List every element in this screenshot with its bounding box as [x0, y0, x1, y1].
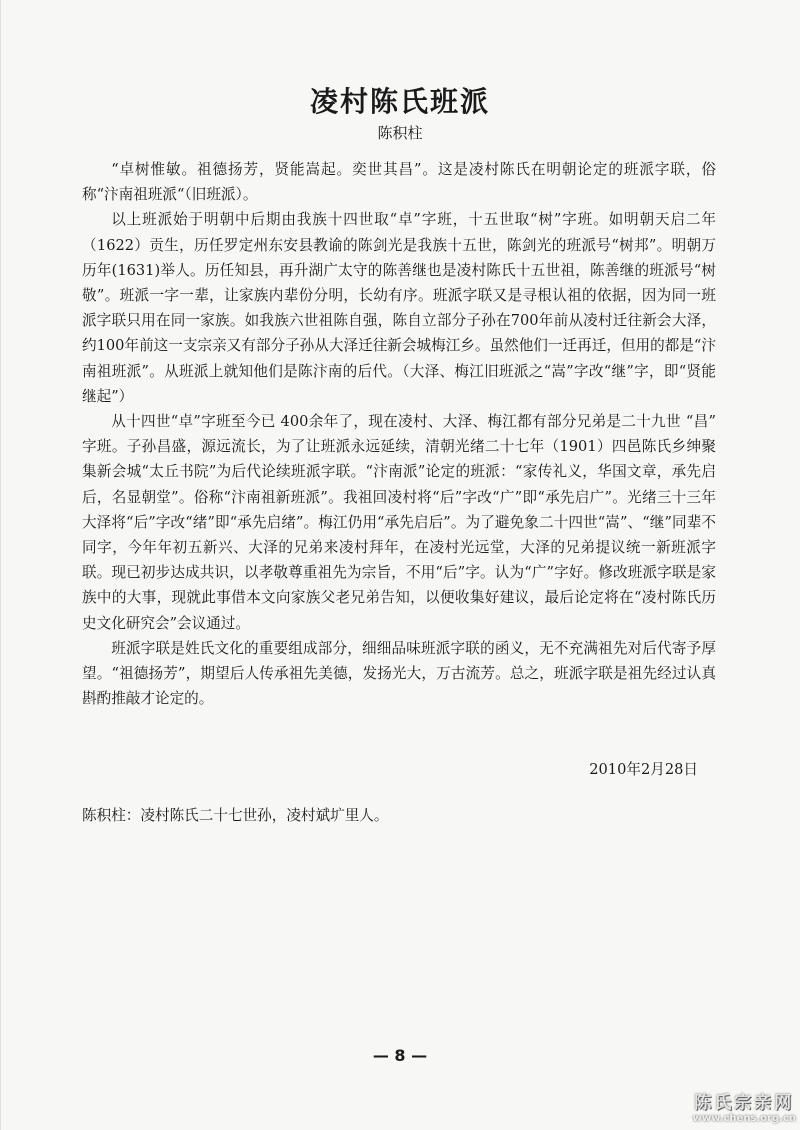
article-body: [82, 157, 716, 711]
watermark-url: www.chens.org.cn: [692, 1113, 796, 1124]
paragraph: 以上班派始于明朝中后期由我族十四世取“卓”字班，十五世取“树”字班。如明朝天启二年（1622）贡生，历任罗定州东安县教谕的陈剑光是我族十五世，陈剑光的班派号“树邦”。明朝万历年(1631)举人。历任知县，再升湖广太守的陈善继也是凌村陈氏十五世祖，陈善继的班派号“树敬”。班派一字一辈，让家族内辈份分明，长幼有序。班派字联又是寻根认祖的依据，因为同一班派字联只用在同一家族。如我族六世祖陈自强，陈自立部分子孙在700年前从凌村迁往新会大泽，约100年前这一支宗亲又有部分子孙从大泽迁往新会城梅江乡。虽然他们一迁再迁，但用的都是“汴南祖班派”。从班派上就知他们是陈汴南的后代。（大泽、梅江旧班派之“嵩”字改“继”字，即“贤能继起”）: [82, 211, 716, 405]
watermark-site-name: 陈氏宗亲网: [694, 1093, 795, 1113]
paragraph: 从十四世“卓”字班至今已 400余年了，现在凌村、大泽、梅江都有部分兄弟是二十九世 “昌” 字班。子孙昌盛，源远流长，为了让班派永远延续，清朝光绪二十七年（1901）四邑陈氏乡绅聚集新会城“太丘书院”为后代论续班派字联。“汴南派”论定的班派：“家传礼义，华国文章，承先启后，名显朝堂”。俗称“汴南祖新班派”。我祖回凌村将“后”字改“广”即“承先启广”。光绪三十三年大泽将“后”字改“绪”即“承先启绪”。梅江仍用“承先启后”。为了避免象二十四世“嵩”、“继”同辈不同字，今年年初五新兴、大泽的兄弟来凌村拜年，在凌村光远堂，大泽的兄弟提议统一新班派字联。现已初步达成共识，以孝敬尊重祖先为宗旨，不用“后”字。认为“广”字好。修改班派字联是家族中的大事，现就此事借本文向家族父老兄弟告知，以便收集好建议，最后论定将在“凌村陈氏历史文化研究会”会议通过。: [82, 413, 716, 632]
article-date: 2010年2月28日: [589, 761, 698, 778]
author-note: 陈积柱：凌村陈氏二十七世孙，凌村斌圹里人。: [82, 807, 389, 824]
site-watermark: [693, 1088, 796, 1124]
paragraph: “卓树惟敏。祖德扬芳，贤能嵩起。奕世其昌”。这是凌村陈氏在明朝论定的班派字联，俗称“汴南祖班派“（旧班派）。: [82, 161, 716, 204]
article-title: 凌村陈氏班派: [309, 85, 490, 118]
page-number: — 8 —: [372, 1046, 428, 1065]
article-author: 陈积柱: [377, 124, 423, 142]
paragraph: 班派字联是姓氏文化的重要组成部分，细细品味班派字联的函义，无不充满祖先对后代寄予厚望。“祖德扬芳”，期望后人传承祖先美德，发扬光大，万古流芳。总之，班派字联是祖先经过认真斟酌推敲才论定的。: [82, 639, 716, 708]
